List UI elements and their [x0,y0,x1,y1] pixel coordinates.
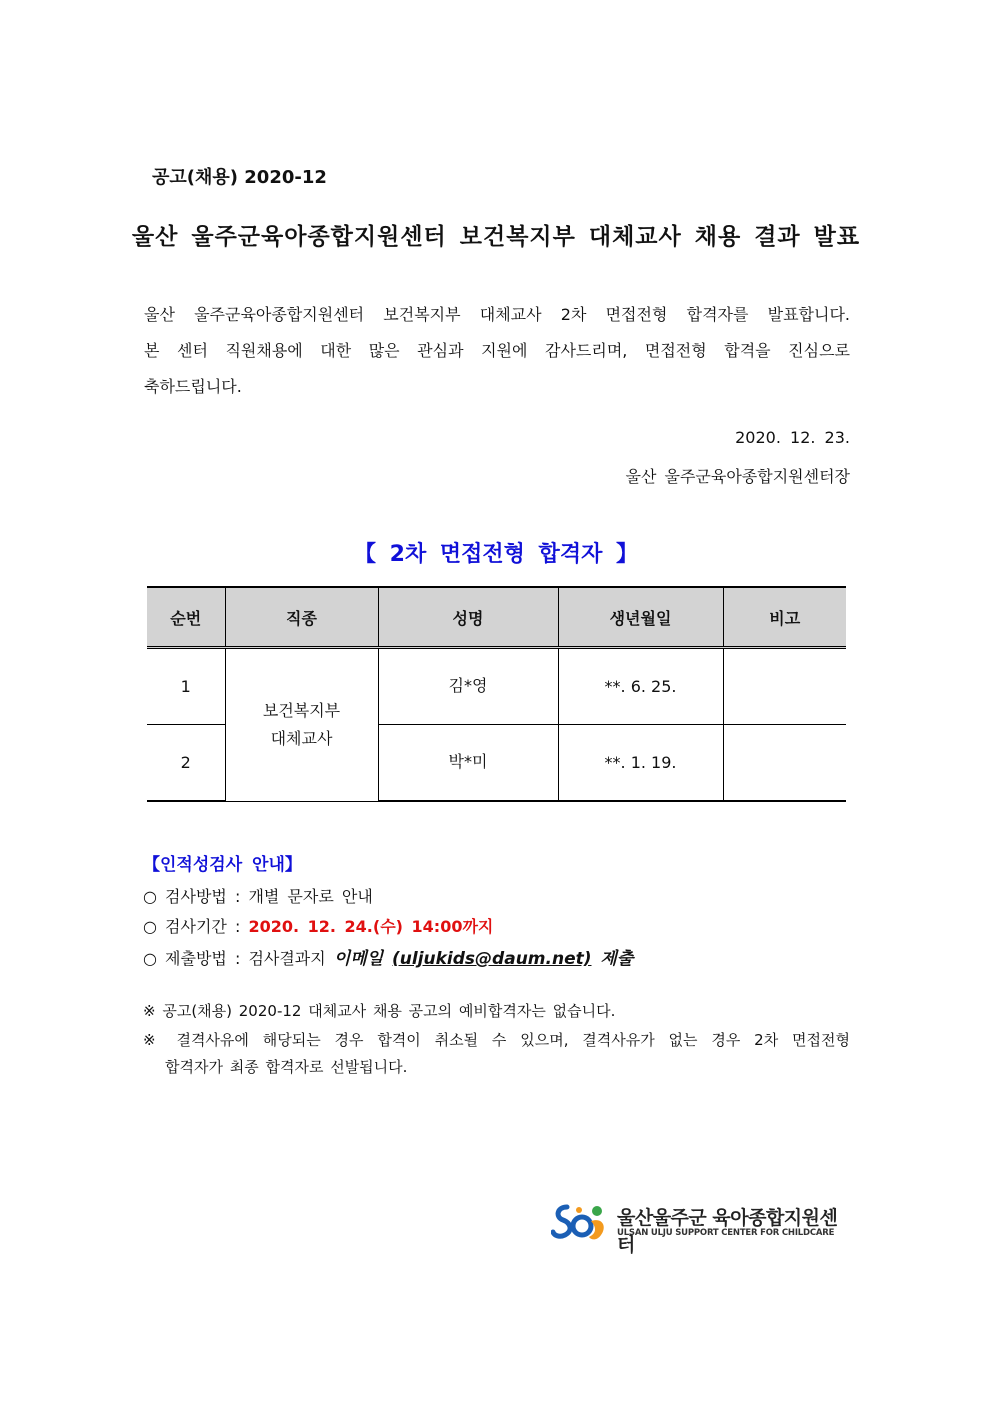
issuer-name: 울산 울주군육아종합지원센터장 [625,467,850,486]
logo-subtitle: ULSAN ULJU SUPPORT CENTER FOR CHILDCARE [617,1228,835,1238]
cell-no: 1 [147,648,225,725]
job-line: 보건복지부 [262,700,341,720]
email-link[interactable]: (uljukids@daum.net) [392,949,592,969]
cell-name: 박*미 [378,725,558,802]
table-header-row [147,587,846,648]
document-title: 울산 울주군육아종합지원센터 보건복지부 대체교사 채용 결과 발표 [131,224,861,250]
cell-no: 2 [147,725,225,802]
guide-item-period [143,914,493,937]
job-line: 대체교사 [270,728,333,748]
guide-item-method [143,884,373,907]
cell-job [225,648,378,802]
intro-paragraph [144,297,850,405]
note-line: 합격자가 최종 합격자로 선발됩니다. [165,1058,408,1076]
announcement-date: 2020. 12. 23. [735,428,850,447]
logo-mark-icon [551,1201,609,1245]
cell-birth: **. 6. 25. [558,648,723,725]
header-name: 성명 [378,587,558,648]
table-row [147,648,846,725]
header-job: 직종 [225,587,378,648]
note-line: ※ 결격사유에 해당되는 경우 합격이 취소될 수 있으며, 결격사유가 없는 경우 2차 면접전형 [143,1031,850,1049]
cell-note [723,725,846,802]
intro-line: 울산 울주군육아종합지원센터 보건복지부 대체교사 2차 면접전형 합격자를 발표합니다. [144,305,850,324]
intro-line: 본 센터 직원채용에 대한 많은 관심과 지원에 감사드리며, 면접전형 합격을 진심으로 [144,341,850,360]
guide-label: ○ 검사기간 : [143,917,249,936]
note-disqualification [143,1027,850,1081]
header-note: 비고 [723,587,846,648]
note-no-reserve: ※ 공고(채용) 2020-12 대체교사 채용 공고의 예비합격자는 없습니다. [143,1002,616,1020]
guide-value: 개별 문자로 안내 [248,887,373,906]
cell-birth: **. 1. 19. [558,725,723,802]
guide-email-label: 이메일 [333,949,392,969]
cell-note [723,648,846,725]
notice-number: 공고(채용) 2020-12 [152,167,327,188]
intro-line: 축하드립니다. [144,377,242,396]
guide-title: 【인적성검사 안내】 [143,855,302,875]
result-section-title: 【 2차 면접전형 합격자 】 [354,542,638,567]
guide-label: ○ 검사방법 : [143,887,249,906]
guide-item-submit [143,944,633,969]
result-table [147,586,846,802]
center-logo [551,1201,851,1256]
guide-value: 검사결과지 [248,949,334,968]
header-no: 순번 [147,587,225,648]
header-birth: 생년월일 [558,587,723,648]
logo-name: 울산울주군 육아종합지원센터 [617,1207,838,1256]
guide-value-highlight: 2020. 12. 24.(수) 14:00까지 [248,917,494,936]
guide-submit-label: 제출 [591,949,634,969]
cell-name: 김*영 [378,648,558,725]
guide-label: ○ 제출방법 : [143,949,249,968]
